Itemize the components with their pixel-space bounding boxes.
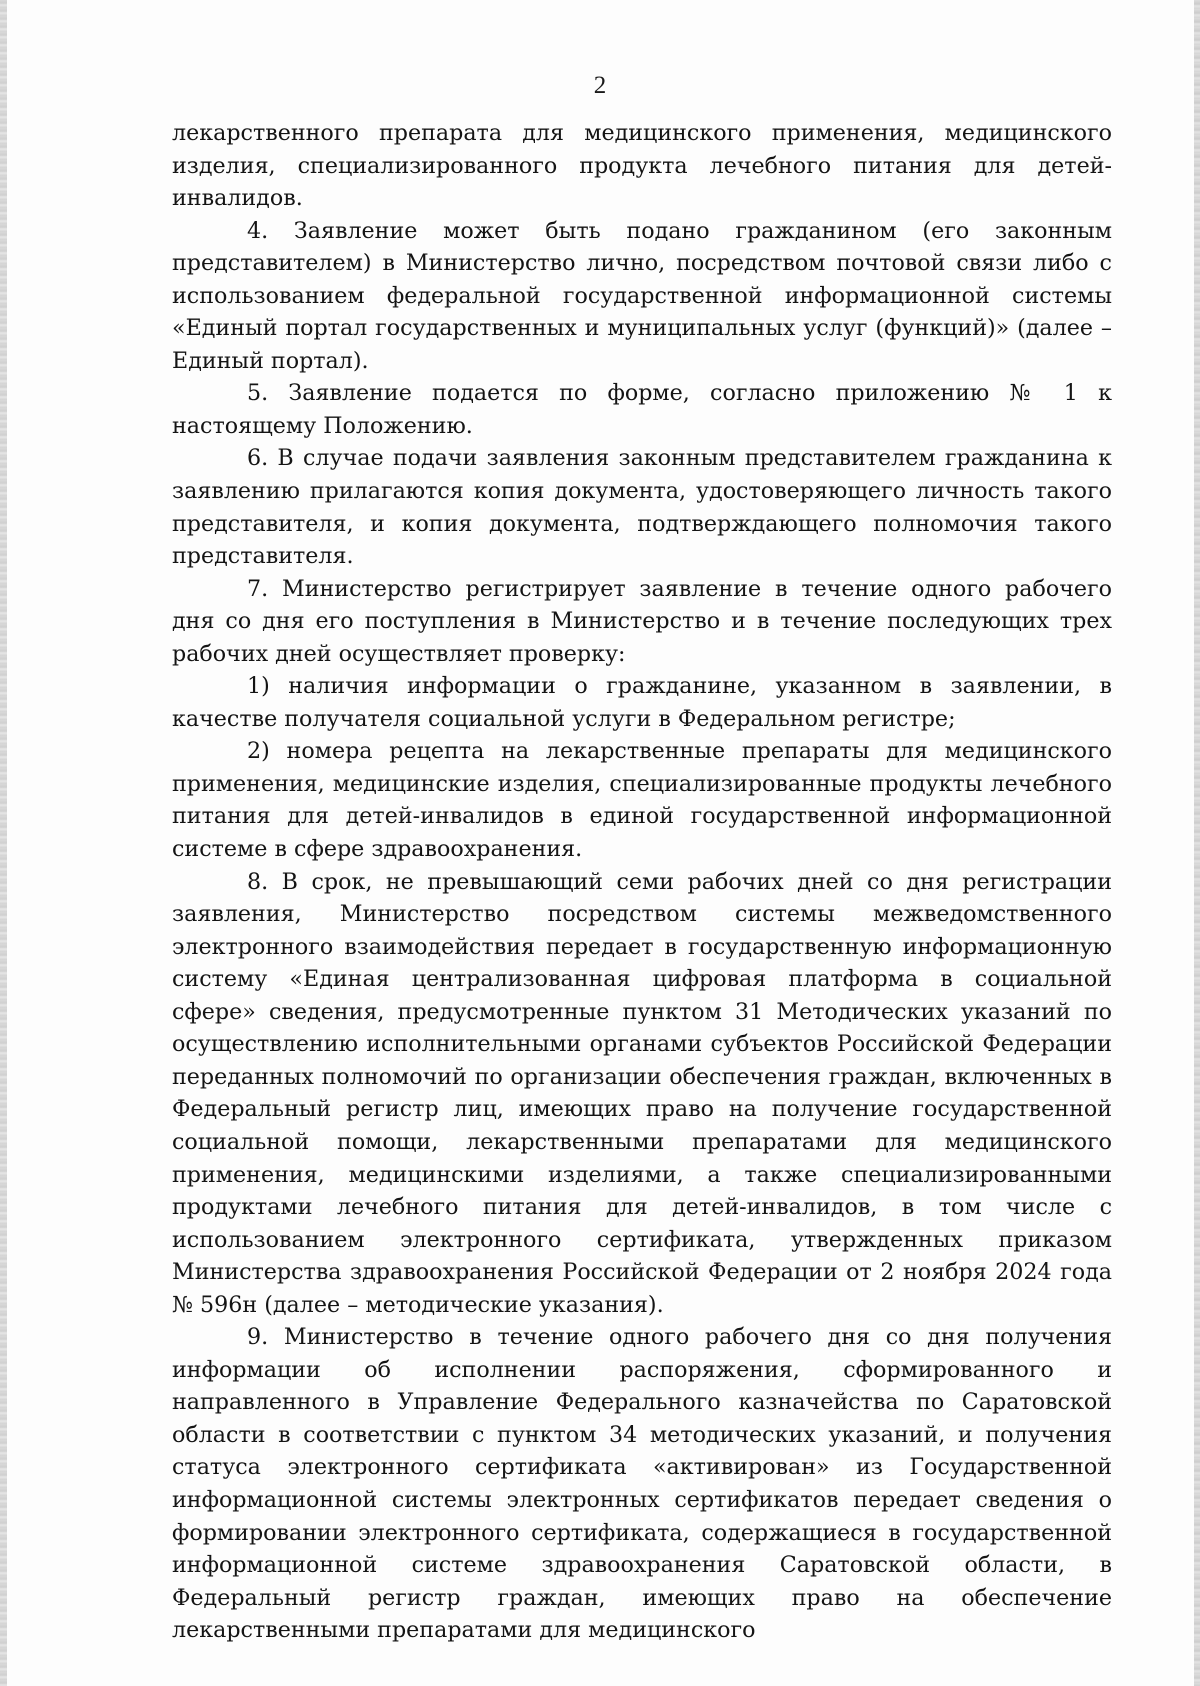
scan-right-edge	[1194, 0, 1200, 1686]
document-body	[172, 117, 1112, 1647]
paragraph-4: 4. Заявление может быть подано гражданином (его законным представителем) в Министерство лично, посредством почтовой связи либо с использованием федеральной государственной информационной системы «Единый портал государственных и муниципальных услуг (функций)» (далее – Единый портал).	[172, 217, 1112, 374]
paragraph-7: 7. Министерство регистрирует заявление в течение одного рабочего дня со дня его поступления в Министерство и в течение последующих трех рабочих дней осуществляет проверку:	[172, 575, 1112, 667]
paragraph-6: 6. В случае подачи заявления законным представителем гражданина к заявлению прилагаются копия документа, удостоверяющего личность такого представителя, и копия документа, подтверждающего полномочия такого представителя.	[172, 445, 1112, 570]
paragraph-8: 8. В срок, не превышающий семи рабочих дней со дня регистрации заявления, Министерство посредством системы межведомственного электронного взаимодействия передает в государственную информационную систему «Единая централизованная цифровая платформа в социальной сфере» сведения, предусмотренные пунктом 31 Методических указаний по осуществлению исполнительными органами субъектов Российской Федерации переданных полномочий по организации обеспечения граждан, включенных в Федеральный регистр лиц, имеющих право на получение государственной социальной помощи, лекарственными препаратами для медицинского применения, медицинскими изделиями, а также специализированными продуктами лечебного питания для детей-инвалидов, в том числе с использованием электронного сертификата, утвержденных приказом Министерства здравоохранения Российской Федерации от 2 ноября 2024 года № 596н (далее – методические указания).	[172, 868, 1112, 1318]
paragraph-7-item-2: 2) номера рецепта на лекарственные препараты для медицинского применения, медицинские изделия, специализированные продукты лечебного питания для детей-инвалидов в единой государственной информационной системе в сфере здравоохранения.	[172, 738, 1112, 863]
paragraph-continuation: лекарственного препарата для медицинского применения, медицинского изделия, специализированного продукта лечебного питания для детей-инвалидов.	[172, 120, 1112, 212]
paragraph-9: 9. Министерство в течение одного рабочего дня со дня получения информации об исполнении распоряжения, сформированного и направленного в Управление Федерального казначейства по Саратовской области в соответствии с пунктом 34 методических указаний, и получения статуса электронного сертификата «активирован» из Государственной информационной системы электронных сертификатов передает сведения о формировании электронного сертификата, содержащиеся в государственной информационной системе здравоохранения Саратовской области, в Федеральный регистр граждан, имеющих право на обеспечение лекарственными препаратами для медицинского	[172, 1324, 1112, 1644]
page-number: 2	[593, 72, 607, 99]
paragraph-7-item-1: 1) наличия информации о гражданине, указанном в заявлении, в качестве получателя социальной услуги в Федеральном регистре;	[172, 673, 1112, 732]
scan-left-edge	[0, 0, 7, 1686]
paragraph-5: 5. Заявление подается по форме, согласно приложению № 1 к настоящему Положению.	[172, 380, 1112, 439]
